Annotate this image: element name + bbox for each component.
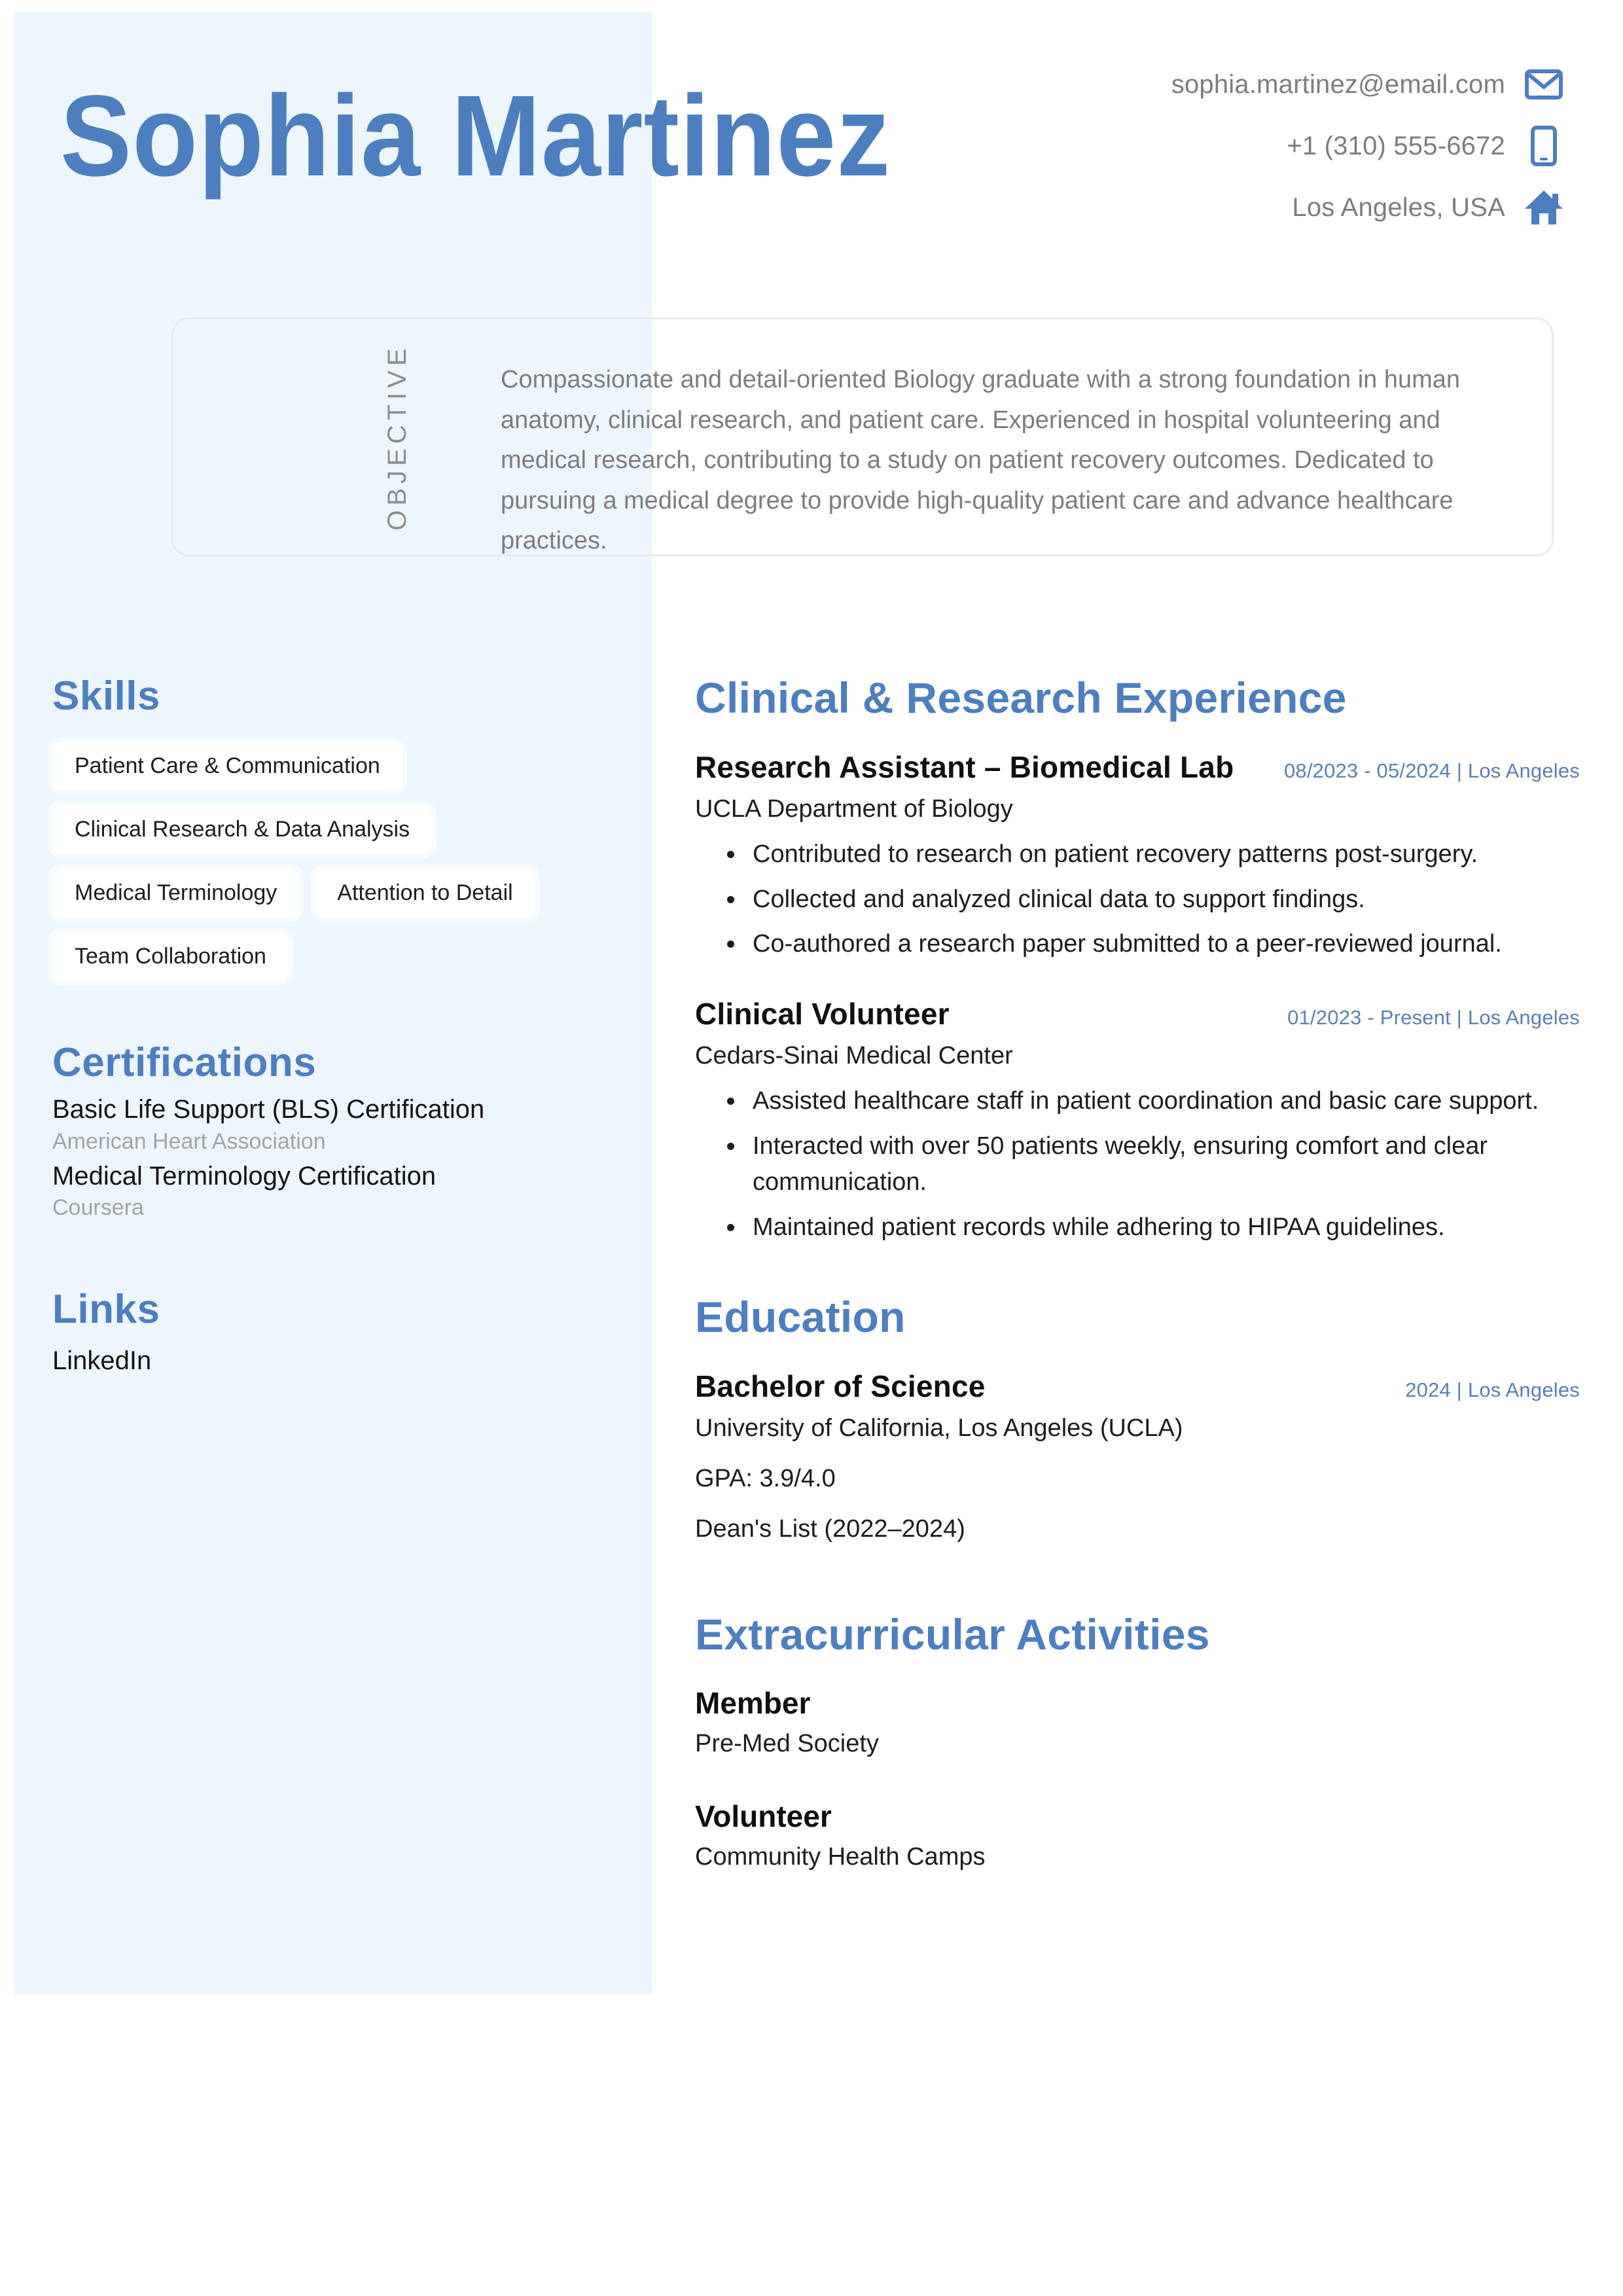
- home-icon: [1524, 187, 1564, 228]
- extracurricular-entry: [695, 1685, 1580, 1758]
- experience-entry-header: [695, 996, 1580, 1031]
- experience-title: Research Assistant – Biomedical Lab: [695, 749, 1234, 784]
- links-section: [52, 1287, 628, 1379]
- education-heading: Education: [695, 1293, 906, 1342]
- experience-entry: [695, 996, 1580, 1245]
- skill-pill[interactable]: Attention to Detail: [315, 869, 535, 917]
- skill-pill[interactable]: Medical Terminology: [52, 869, 299, 917]
- contact-details: [1171, 64, 1564, 228]
- certification-item: [52, 1093, 628, 1155]
- education-honors: Dean's List (2022–2024): [695, 1515, 965, 1543]
- extracurricular-role: Volunteer: [695, 1799, 832, 1834]
- email-text: sophia.martinez@email.com: [1171, 69, 1505, 99]
- bullet-item: • Interacted with over 50 patients weekly, ensuring comfort and clear communication.: [746, 1128, 1580, 1200]
- main-content: [695, 674, 1580, 1912]
- education-entry: [695, 1369, 1580, 1547]
- bullet-item: • Contributed to research on patient recovery patterns post-surgery.: [746, 836, 1580, 872]
- education-meta: 2024 | Los Angeles: [1405, 1378, 1580, 1401]
- skills-section: [52, 674, 628, 980]
- extracurricular-organization: Community Health Camps: [695, 1843, 986, 1871]
- skill-pill[interactable]: Team Collaboration: [52, 933, 289, 980]
- experience-entry: [695, 749, 1580, 962]
- contact-row-phone[interactable]: [1287, 126, 1564, 166]
- education-gpa: GPA: 3.9/4.0: [695, 1465, 836, 1493]
- extracurricular-heading: Extracurricular Activities: [695, 1609, 1210, 1659]
- skills-list: [52, 742, 602, 980]
- education-entry-header: [695, 1369, 1580, 1404]
- contact-row-email[interactable]: [1171, 64, 1564, 105]
- education-degree: Bachelor of Science: [695, 1369, 986, 1403]
- extracurricular-entry: [695, 1799, 1580, 1871]
- experience-bullets: [695, 1083, 1580, 1245]
- phone-text: +1 (310) 555-6672: [1287, 131, 1505, 160]
- experience-meta: 01/2023 - Present | Los Angeles: [1287, 1006, 1580, 1030]
- resume-header: [0, 0, 1623, 288]
- experience-organization: Cedars-Sinai Medical Center: [695, 1042, 1013, 1070]
- certifications-heading: Certifications: [52, 1040, 317, 1086]
- objective-card: [171, 317, 1554, 556]
- experience-heading: Clinical & Research Experience: [695, 673, 1347, 722]
- envelope-icon: [1524, 64, 1564, 105]
- contact-row-location[interactable]: [1292, 187, 1564, 228]
- certifications-section: [52, 1041, 628, 1222]
- experience-organization: UCLA Department of Biology: [695, 795, 1013, 823]
- certification-issuer: American Heart Association: [52, 1128, 326, 1154]
- skill-pill[interactable]: Clinical Research & Data Analysis: [52, 806, 432, 853]
- extracurricular-section: [695, 1611, 1580, 1872]
- experience-entry-header: [695, 749, 1580, 785]
- bullet-item: • Assisted healthcare staff in patient coordination and basic care support.: [746, 1083, 1580, 1119]
- certification-name: Basic Life Support (BLS) Certification: [52, 1095, 485, 1124]
- objective-label: OBJECTIVE: [383, 343, 412, 531]
- skills-heading: Skills: [52, 673, 160, 719]
- experience-bullets: [695, 836, 1580, 962]
- education-section: [695, 1293, 1580, 1546]
- skill-pill[interactable]: Patient Care & Communication: [52, 742, 402, 790]
- page-title: Sophia Martinez: [60, 72, 891, 200]
- location-text: Los Angeles, USA: [1292, 192, 1505, 222]
- bullet-item: • Co-authored a research paper submitted to a peer-reviewed journal.: [746, 926, 1580, 962]
- sidebar-content: [52, 674, 628, 1379]
- certification-item: [52, 1160, 628, 1222]
- bullet-item: • Collected and analyzed clinical data to support findings.: [746, 882, 1580, 918]
- bullet-item: • Maintained patient records while adhering to HIPAA guidelines.: [746, 1210, 1580, 1246]
- objective-text: Compassionate and detail-oriented Biology graduate with a strong foundation in human anatomy, clinical research, and patient care. Experienced in hospital volunteering and medical research, contributing to a study on patient recovery outcomes. Dedicated to pursuing a medical degree to provide high-quality patient care and advance healthcare practices.: [501, 366, 1461, 555]
- link-item-linkedin[interactable]: LinkedIn: [52, 1346, 152, 1376]
- experience-section: [695, 674, 1580, 1245]
- experience-title: Clinical Volunteer: [695, 997, 950, 1031]
- experience-meta: 08/2023 - 05/2024 | Los Angeles: [1283, 759, 1580, 782]
- links-heading: Links: [52, 1287, 160, 1333]
- certification-name: Medical Terminology Certification: [52, 1161, 437, 1191]
- certification-issuer: Coursera: [52, 1194, 144, 1220]
- extracurricular-role: Member: [695, 1686, 811, 1721]
- extracurricular-organization: Pre-Med Society: [695, 1730, 879, 1758]
- mobile-phone-icon: [1524, 126, 1564, 166]
- education-institution: University of California, Los Angeles (UCLA): [695, 1414, 1183, 1442]
